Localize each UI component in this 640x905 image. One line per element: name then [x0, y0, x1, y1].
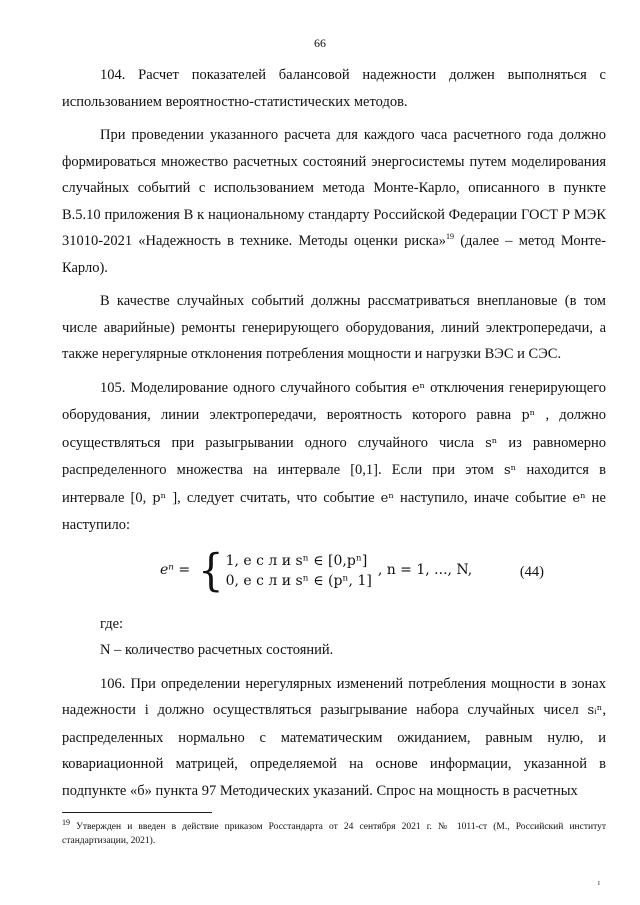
symbol-e-n: eⁿ: [380, 490, 394, 506]
paragraph-106: [62, 671, 606, 805]
footnote-divider: [62, 812, 212, 813]
p105-text-4: из равномерно распределенного множества на интервале [0,1]. Если при этом: [62, 434, 606, 478]
footnote-text: Утвержден и введен в действие приказом Росстандарта от 24 сентября 2021 г. № 1011-ст (М., Российский институт стандартизации, 2021).: [62, 822, 606, 846]
p106-text-1: 106. При определении нерегулярных изменений потребления мощности в зонах надежности i должно осуществляться разыгрывание набора случайных чисел: [62, 675, 606, 718]
p105-text-8: не наступило:: [62, 489, 606, 533]
symbol-p-n: pⁿ: [152, 490, 167, 506]
symbol-p-n: pⁿ: [521, 408, 536, 423]
symbol-e-n: eⁿ: [572, 490, 586, 506]
paragraph-104-monte-carlo: [62, 122, 606, 281]
p106-text-2: , распределенных нормально с математическим ожиданием, равным нулю, и ковариационной матрицей, определяемой на основе информации, указанной в подпункте «б» пункта 97 Методических указаний. Спрос на мощность в расчетных: [62, 702, 606, 799]
footnote-reference[interactable]: 19: [446, 232, 455, 242]
p105-text-3: , должно осуществляться при разыгрывании одного случайного числа: [62, 407, 606, 451]
where-definition-n: N – количество расчетных состояний.: [100, 642, 334, 658]
footnote-number: 19: [62, 817, 70, 827]
formula-44: [62, 545, 606, 611]
formula-tail: , n = 1, ..., N,: [377, 562, 473, 579]
p105-text-5: находится в интервале [0,: [62, 462, 607, 506]
paragraph-104-monte-carlo-tail: (далее – метод Монте-Карло).: [62, 233, 606, 276]
paragraph-104-monte-carlo-text: При проведении указанного расчета для каждого часа расчетного года должно формироваться множество расчетных состояний энергосистемы путем моделирования случайных событий с использованием метода Монте-Карло, описанного в пункте В.5.10 приложения В к национальному стандарту Российской Федерации ГОСТ Р МЭК 31010-2021 «Надежность в технике. Методы оценки риска»: [62, 127, 606, 249]
equation-number: (44): [519, 563, 544, 580]
where-label: где:: [100, 615, 124, 632]
formula-case-2: 0, е с л и sⁿ ∈ (pⁿ, 1]: [225, 572, 372, 589]
left-brace-icon: {: [198, 545, 224, 596]
formula-body: [160, 545, 473, 596]
symbol-e-n: eⁿ: [411, 380, 426, 396]
symbol-s-n: sⁿ: [485, 435, 498, 451]
formula-cases: [226, 551, 372, 591]
footnote: [62, 817, 606, 848]
symbol-s-n: sⁿ: [503, 463, 517, 478]
paragraph-105: [62, 375, 606, 539]
p105-text-6: ], следует считать, что событие: [166, 489, 381, 506]
page-number: 66: [314, 36, 326, 50]
formula-case-1: 1, е с л и sⁿ ∈ [0,pⁿ]: [225, 552, 368, 569]
p105-text-2: отключения генерирующего оборудования, линии электропередачи, вероятность которого равна: [62, 379, 606, 423]
corner-mark: ı: [597, 878, 600, 887]
p105-text-1: 105. Моделирование одного случайного события: [100, 379, 412, 396]
symbol-s-i-n: sᵢⁿ: [587, 703, 603, 718]
formula-lhs: eⁿ =: [160, 562, 191, 579]
document-body: [62, 62, 606, 804]
paragraph-104-intro: 104. Расчет показателей балансовой надежности должен выполняться с использованием вероятностно-статистических методов.: [62, 67, 606, 110]
paragraph-104-events: В качестве случайных событий должны рассматриваться внеплановые (в том числе аварийные) ремонты генерирующего оборудования, линий электропередачи, а также нерегулярные отклонения потребления мощности и нагрузки ВЭС и СЭС.: [62, 293, 606, 362]
p105-text-7: наступило, иначе событие: [393, 489, 573, 506]
